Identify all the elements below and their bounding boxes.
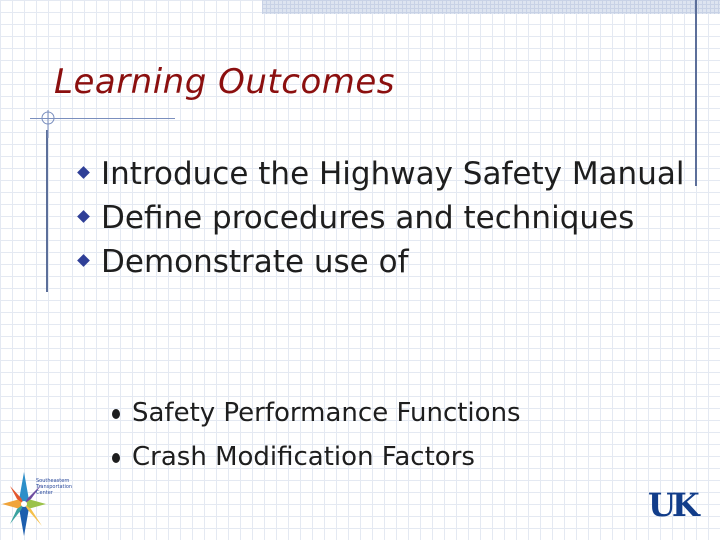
bullet-item — [76, 152, 696, 196]
bullet-list — [76, 152, 696, 284]
crosshair-ornament — [34, 110, 62, 138]
slide-title: Learning Outcomes — [54, 62, 395, 102]
header-band — [262, 0, 720, 14]
stc-logo-text: Southeastern Transportation Center — [36, 478, 73, 496]
sub-bullet-text: Crash Modification Factors — [132, 442, 475, 472]
bullet-item — [76, 240, 696, 284]
dot-bullet-icon — [112, 453, 120, 463]
bullet-text: Introduce the Highway Safety Manual — [101, 156, 685, 192]
sub-bullet-item — [112, 391, 672, 435]
uk-logo: UK — [648, 486, 696, 524]
diamond-bullet-icon — [77, 166, 90, 179]
diamond-bullet-icon — [77, 210, 90, 223]
bullet-item — [76, 196, 696, 240]
dot-bullet-icon — [112, 409, 120, 419]
diamond-bullet-icon — [77, 254, 90, 267]
left-divider — [46, 130, 48, 292]
sub-bullet-item — [112, 435, 672, 479]
sub-bullet-list — [112, 391, 672, 479]
bullet-text: Demonstrate use of — [101, 244, 409, 280]
bullet-text: Define procedures and techniques — [101, 200, 635, 236]
sub-bullet-text: Safety Performance Functions — [132, 398, 521, 428]
